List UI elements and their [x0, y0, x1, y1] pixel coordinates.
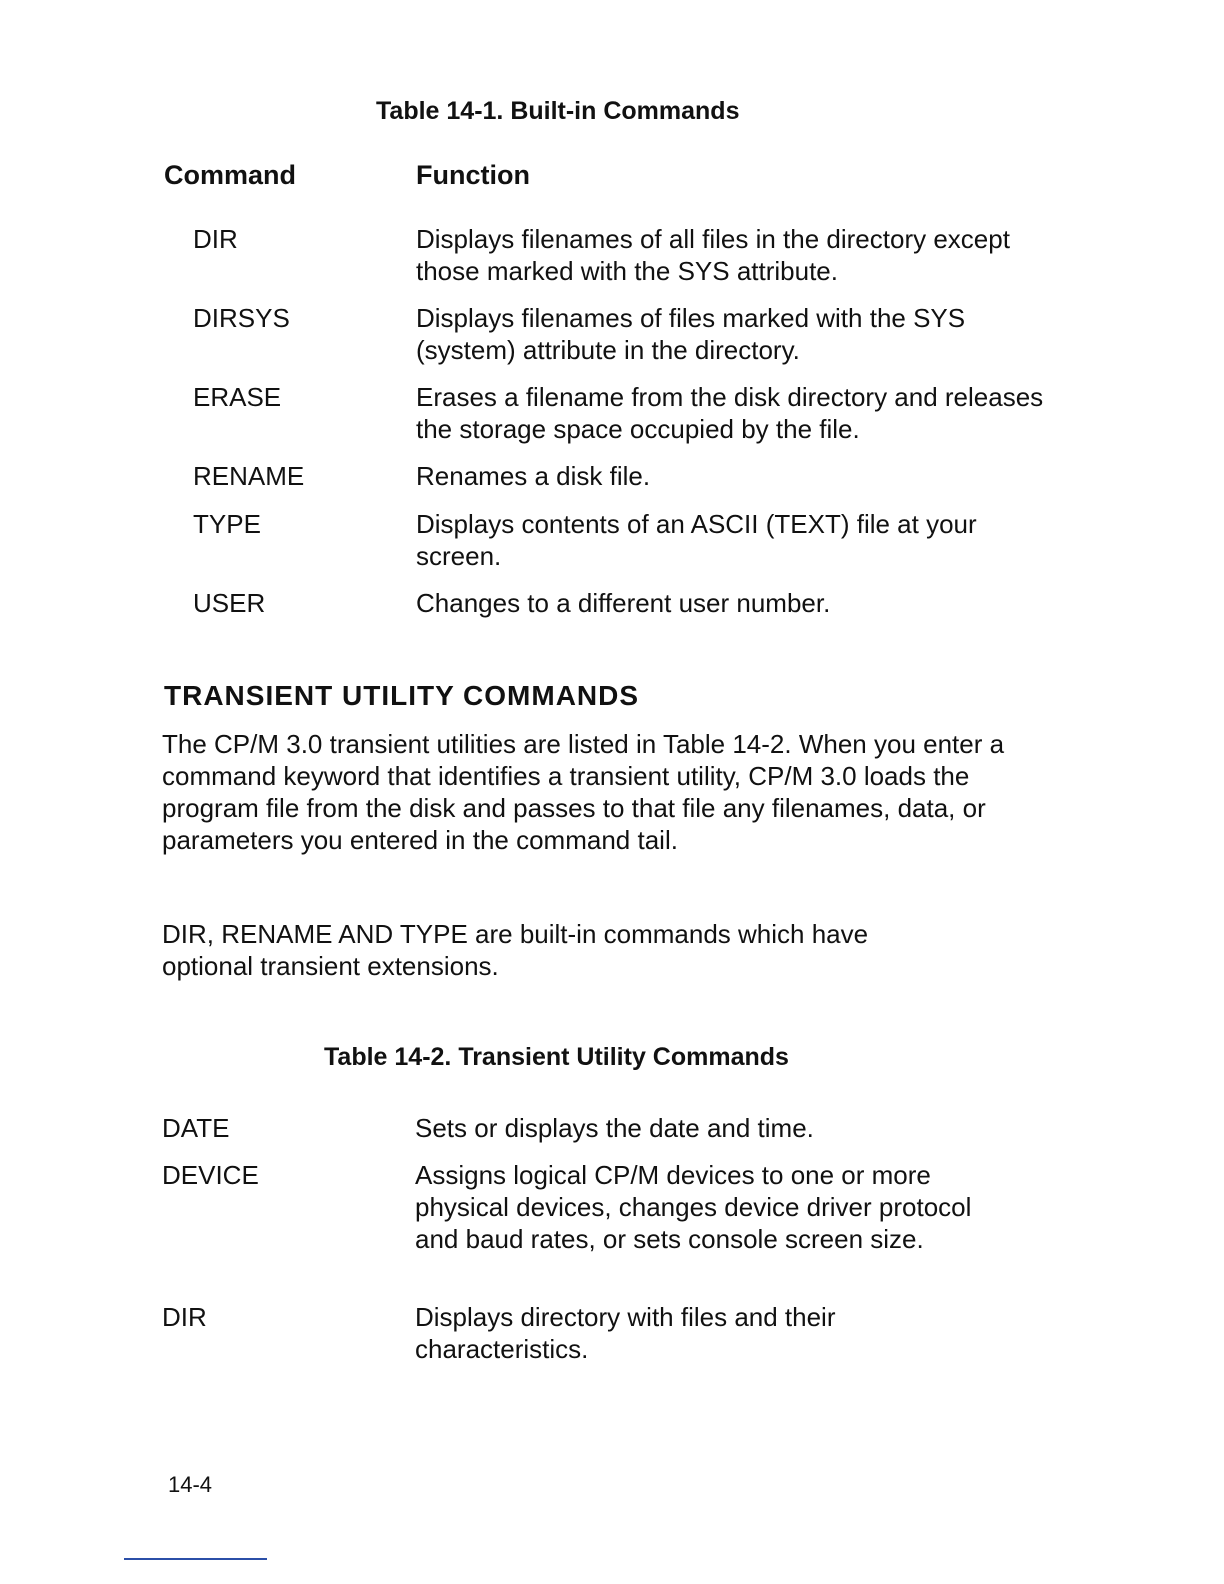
table2-function: Assigns logical CP/M devices to one or more physical devices, changes device driver protocol and baud rates, or sets console screen size.: [415, 1160, 972, 1254]
table1-function: Changes to a different user number.: [416, 588, 831, 618]
footer-rule: [124, 1558, 267, 1560]
table2-command: DIR: [162, 1302, 207, 1332]
table2-caption: Table 14-2. Transient Utility Commands: [324, 1043, 789, 1071]
table2-function: Sets or displays the date and time.: [415, 1113, 814, 1143]
table1-function: Displays filenames of all files in the directory except those marked with the SYS attribute.: [416, 224, 1010, 286]
table1-header-function: Function: [416, 160, 530, 190]
table1-command: USER: [193, 588, 266, 618]
table1-command: RENAME: [193, 461, 305, 491]
table1-command: DIRSYS: [193, 303, 290, 333]
table1-command: ERASE: [193, 382, 282, 412]
table1-function: Displays contents of an ASCII (TEXT) file at your screen.: [416, 509, 977, 571]
table1-function: Renames a disk file.: [416, 461, 651, 491]
table1-function: Erases a filename from the disk directory and releases the storage space occupied by the file.: [416, 382, 1044, 444]
section-heading: TRANSIENT UTILITY COMMANDS: [164, 680, 640, 711]
table1-caption: Table 14-1. Built-in Commands: [376, 97, 740, 125]
table2-command: DATE: [162, 1113, 230, 1143]
extensions-paragraph: DIR, RENAME AND TYPE are built-in commands which have optional transient extensions.: [162, 919, 869, 981]
table1-function: Displays filenames of files marked with the SYS (system) attribute in the directory.: [416, 303, 966, 365]
table1-header-command: Command: [164, 160, 297, 190]
table2-function: Displays directory with files and their characteristics.: [415, 1302, 836, 1364]
intro-paragraph: The CP/M 3.0 transient utilities are listed in Table 14-2. When you enter a command keyword that identifies a transient utility, CP/M 3.0 loads the program file from the disk and passes to that file any filenames, data, or parameters you entered in the command tail.: [162, 729, 1005, 855]
table2-command: DEVICE: [162, 1160, 259, 1190]
table1-command: TYPE: [193, 509, 261, 539]
page-number: 14-4: [168, 1472, 213, 1497]
table1-command: DIR: [193, 224, 238, 254]
